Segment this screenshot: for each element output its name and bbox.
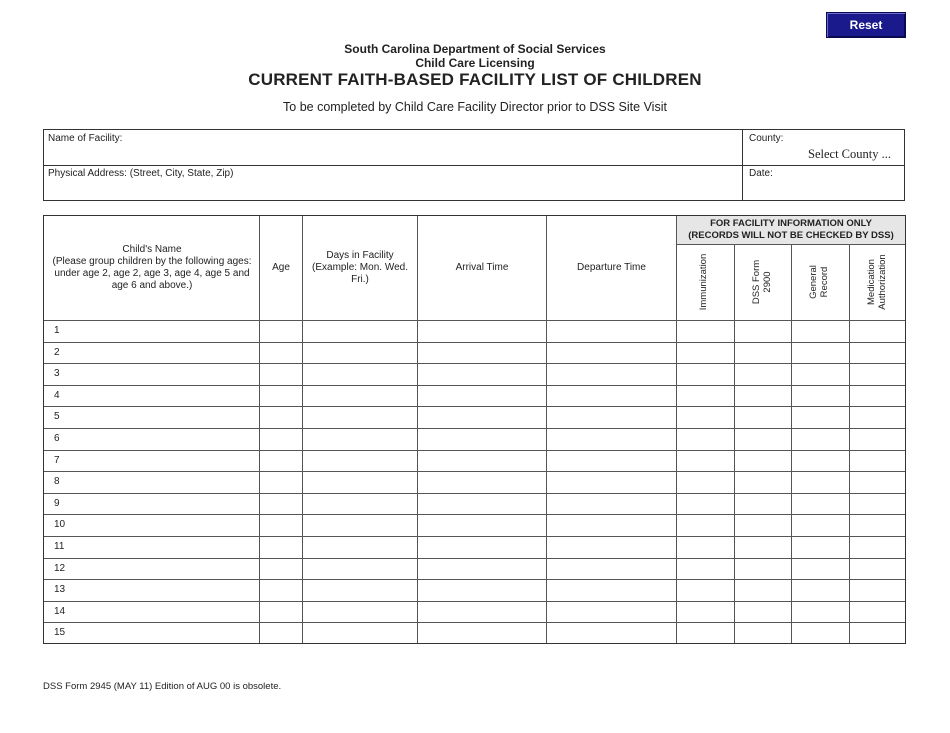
row-number: 13 [54, 584, 66, 596]
header-child-name [46, 216, 258, 319]
header-child-name-note: (Please group children by the following ages: under age 2, age 2, age 3, age 4, age 5 and age 6 and above.) [52, 255, 252, 291]
row-divider [44, 622, 905, 623]
facility-only-line1: FOR FACILITY INFORMATION ONLY [710, 218, 872, 229]
header-immunization: Immunization [698, 253, 709, 311]
facility-only-line2: (RECORDS WILL NOT BE CHECKED BY DSS) [688, 230, 894, 241]
row-number: 12 [54, 562, 66, 574]
form-subtitle: To be completed by Child Care Facility Director prior to DSS Site Visit [283, 100, 667, 114]
division-name: Child Care Licensing [415, 56, 535, 70]
row-number: 6 [54, 433, 60, 444]
row-divider [44, 406, 905, 407]
column-divider [849, 244, 850, 643]
row-number: 10 [54, 519, 66, 531]
header-arrival: Arrival Time [455, 261, 509, 273]
row-divider [44, 385, 905, 386]
column-divider [791, 244, 792, 643]
header-medication-line1: Medication [866, 259, 877, 305]
header-dss-form [751, 232, 775, 332]
row-divider [44, 342, 905, 343]
facility-info-box [43, 129, 905, 201]
row-number: 3 [54, 368, 60, 380]
row-divider [44, 320, 905, 321]
reset-button[interactable]: Reset [826, 12, 906, 38]
row-number: 8 [54, 476, 60, 488]
row-number: 2 [54, 346, 60, 358]
column-divider [734, 244, 735, 643]
header-days: Days in Facility (Example: Mon. Wed. Fri.) [312, 249, 408, 285]
row-number: 11 [54, 541, 65, 552]
children-table [43, 215, 906, 644]
address-field[interactable]: Physical Address: (Street, City, State, Zip) [48, 168, 234, 179]
header-child-name-title: Child's Name [122, 243, 182, 255]
form-title: CURRENT FAITH-BASED FACILITY LIST OF CHILDREN [248, 70, 702, 89]
header-general-record-line1: General [808, 265, 819, 299]
county-select[interactable]: Select County ... [808, 147, 891, 161]
row-number: 5 [54, 411, 60, 423]
divider [44, 165, 904, 166]
header-departure: Departure Time [577, 261, 646, 273]
header-dss-form-line2: 2900 [762, 271, 773, 293]
row-number: 14 [54, 605, 66, 617]
row-divider [44, 471, 905, 472]
row-divider [44, 536, 905, 537]
header-general-record-line2: Record [819, 266, 830, 298]
row-divider [44, 363, 905, 364]
header-age: Age [272, 261, 290, 273]
row-divider [44, 601, 905, 602]
form-footer: DSS Form 2945 (MAY 11) Edition of AUG 00 is obsolete. [43, 681, 282, 692]
row-divider [44, 493, 905, 494]
row-divider [44, 514, 905, 515]
header-general-record [808, 232, 832, 332]
row-number: 1 [54, 325, 60, 336]
row-number: 4 [54, 389, 60, 401]
row-divider [44, 428, 905, 429]
row-number: 7 [54, 454, 60, 466]
row-number: 15 [54, 627, 66, 639]
header-dss-form-line1: DSS Form [751, 259, 762, 305]
row-divider [44, 450, 905, 451]
county-label: County: [749, 133, 784, 144]
date-field[interactable]: Date: [749, 168, 773, 179]
agency-name: South Carolina Department of Social Services [344, 42, 606, 56]
header-medication [866, 232, 890, 332]
row-divider [44, 558, 905, 559]
row-number: 9 [54, 497, 60, 509]
facility-name-field[interactable]: Name of Facility: [48, 133, 123, 144]
row-divider [44, 579, 905, 580]
header-medication-line2: Authorization [877, 254, 888, 310]
